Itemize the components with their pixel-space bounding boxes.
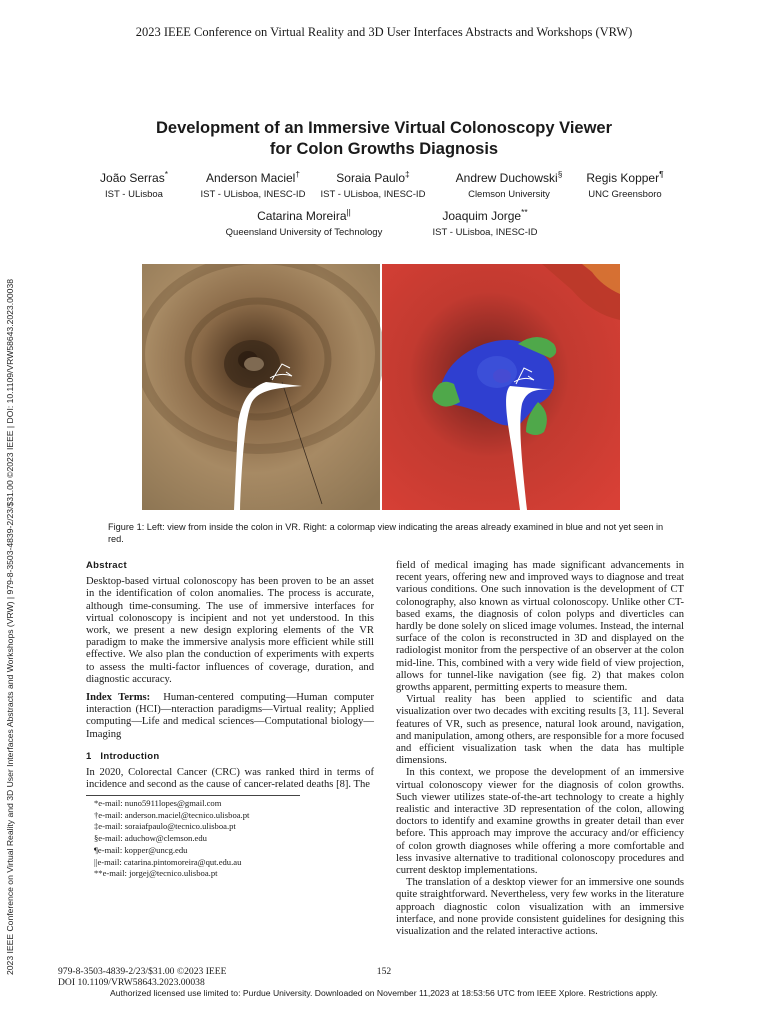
side-metadata-text: 2023 IEEE Conference on Virtual Reality and 3D User Interfaces Abstracts and Workshops (VRW) | 979-8-3503-4839-2/23/$31.00 ©2023 IEEE | DOI: 10.1109/VRW58643.2023.00038 — [5, 278, 15, 975]
author-block — [308, 171, 438, 200]
introduction-paragraph: In 2020, Colorectal Cancer (CRC) was ranked third in terms of incidence and second as the cause of cancer-related deaths [8]. The — [86, 767, 374, 791]
title-line-2: for Colon Growths Diagnosis — [269, 140, 499, 158]
left-column — [86, 560, 374, 791]
title-line-1: Development of an Immersive Virtual Colonoscopy Viewer — [155, 119, 613, 137]
page-number: 152 — [376, 966, 392, 977]
footnote-email: §e-mail: aduchow@clemson.edu — [94, 833, 207, 844]
author-name: Joaquim Jorge** — [442, 207, 528, 223]
introduction-heading — [86, 751, 374, 763]
license-notice: Authorized licensed use limited to: Purdue University. Downloaded on November 11,2023 at 18:53:56 UTC from IEEE Xplore. Restrictions apply. — [110, 988, 658, 998]
author-affiliation: Clemson University — [468, 189, 550, 200]
index-terms — [86, 692, 374, 741]
section-number: 1 — [86, 750, 92, 762]
abstract-text: Desktop-based virtual colonoscopy has been proven to be an asset in the identification of colon anomalies. The process is accurate, although time-consuming. The use of immersive interfaces for virtual colonoscopy is incipient and not yet understood. In this work, we present a new design exploring elements of the VR paradigm to make the immersive analysis more efficient while still effective. We also plan the conduction of experiments with experts to assess the multi-factor influences of coverage, duration, and diagnostic accuracy. — [86, 576, 374, 685]
footnote-email: ||e-mail: catarina.pintomoreira@qut.edu.au — [94, 856, 242, 867]
index-terms-text: Human-centered computing—Human computer interaction (HCI)—nteraction paradigms—Virtual reality; Applied computing—Life and medical sciences—Computational biology—Imaging — [86, 692, 374, 740]
author-block — [420, 209, 550, 238]
abstract-heading: Abstract — [86, 560, 127, 571]
conference-header: 2023 IEEE Conference on Virtual Reality and 3D User Interfaces Abstracts and Workshops (VRW) — [135, 25, 633, 39]
figure-1 — [142, 264, 620, 510]
right-column — [396, 560, 684, 938]
footnote-email: ¶e-mail: kopper@uncg.edu — [94, 844, 188, 855]
footnote-rule — [86, 795, 300, 796]
footnote-email: ‡e-mail: soraiafpaulo@tecnico.ulisboa.pt — [94, 821, 236, 832]
footer-isbn: 979-8-3503-4839-2/23/$31.00 ©2023 IEEE — [58, 966, 227, 977]
author-name: Anderson Maciel† — [205, 169, 301, 185]
side-metadata-strip — [0, 0, 24, 1024]
author-block — [214, 209, 394, 238]
author-name: João Serras* — [100, 169, 168, 185]
footnote-email: †e-mail: anderson.maciel@tecnico.ulisboa.pt — [94, 809, 250, 820]
footnote-email: *e-mail: nuno5911lopes@gmail.com — [94, 798, 222, 808]
author-affiliation: Queensland University of Technology — [225, 227, 383, 238]
author-affiliation: IST - ULisboa, INESC-ID — [320, 189, 426, 200]
figure-right-panel — [382, 264, 620, 510]
author-block — [574, 171, 676, 200]
author-block — [444, 171, 574, 200]
body-paragraph: field of medical imaging has made significant advancements in recent years, offering new and improved ways to diagnose and treat various conditions. One such innovation is the development of CT colonography, also known as virtual colonoscopy. Unlike other CT-based exams, the diagnosis of colon polyps and diverticles can hardly be done solely on sliced image volumes. Instead, the internal surface of the colon is reconstructed in 3D and displayed on the radiologist monitor from the perspective of an observer at the colon mid-line. This, combined with a very wide field of view projection, allows for tunnel-like navigation (see fig. 2) that makes colon growths apparent, permitting experts to measure them. — [396, 560, 684, 694]
author-affiliation: IST - ULisboa, INESC-ID — [432, 227, 538, 238]
section-title: Introduction — [100, 750, 160, 762]
figure-caption: Figure 1: Left: view from inside the colon in VR. Right: a colormap view indicating the areas already examined in blue and not yet seen in red. — [108, 522, 664, 544]
author-affiliation: UNC Greensboro — [588, 189, 662, 200]
footer-identifiers — [58, 966, 288, 988]
author-block — [188, 171, 318, 200]
author-name: Andrew Duchowski§ — [455, 169, 563, 185]
body-paragraph: In this context, we propose the development of an immersive virtual colonoscopy viewer for the diagnosis of colon growths. Such viewer utilizes state-of-the-art technology to create a highly realistic and interactive 3D representation of the colon, allowing doctors to identify and examine growths in greater detail than ever before. This approach may improve the accuracy and/or efficiency of colon growth diagnoses while offering a more comfortable and less invasive alternative to traditional colonoscopy procedures and current desktop implementations. — [396, 767, 684, 877]
body-paragraph: Virtual reality has been applied to scientific and data visualization over two decades with exciting results [3, 11]. Several features of VR, such as presence, natural look around, navigation, and manipulation, among others, are responsible for a more focused and efficient visualization task when the data has multiple dimensions. — [396, 694, 685, 767]
index-terms-label: Index Terms: — [86, 692, 151, 704]
footer-doi: DOI 10.1109/VRW58643.2023.00038 — [58, 977, 205, 988]
body-paragraph: The translation of a desktop viewer for an immersive one sounds quite straightforward. Nevertheless, very few works in the literature approach diagnostic colon visualization with an immersive interface, and none provide consistent guidelines for designing this visualization and the related interactive actions. — [396, 877, 684, 938]
footnotes — [94, 798, 334, 880]
footnote-email: **e-mail: jorgej@tecnico.ulisboa.pt — [94, 868, 218, 879]
author-block — [80, 171, 188, 200]
author-affiliation: IST - ULisboa, INESC-ID — [200, 189, 306, 200]
author-name: Catarina Moreira|| — [257, 207, 351, 223]
author-affiliation: IST - ULisboa — [105, 189, 163, 200]
author-name: Soraia Paulo‡ — [336, 169, 410, 185]
paper-title — [84, 118, 684, 160]
figure-left-panel — [142, 264, 380, 510]
author-name: Regis Kopper¶ — [586, 169, 664, 185]
